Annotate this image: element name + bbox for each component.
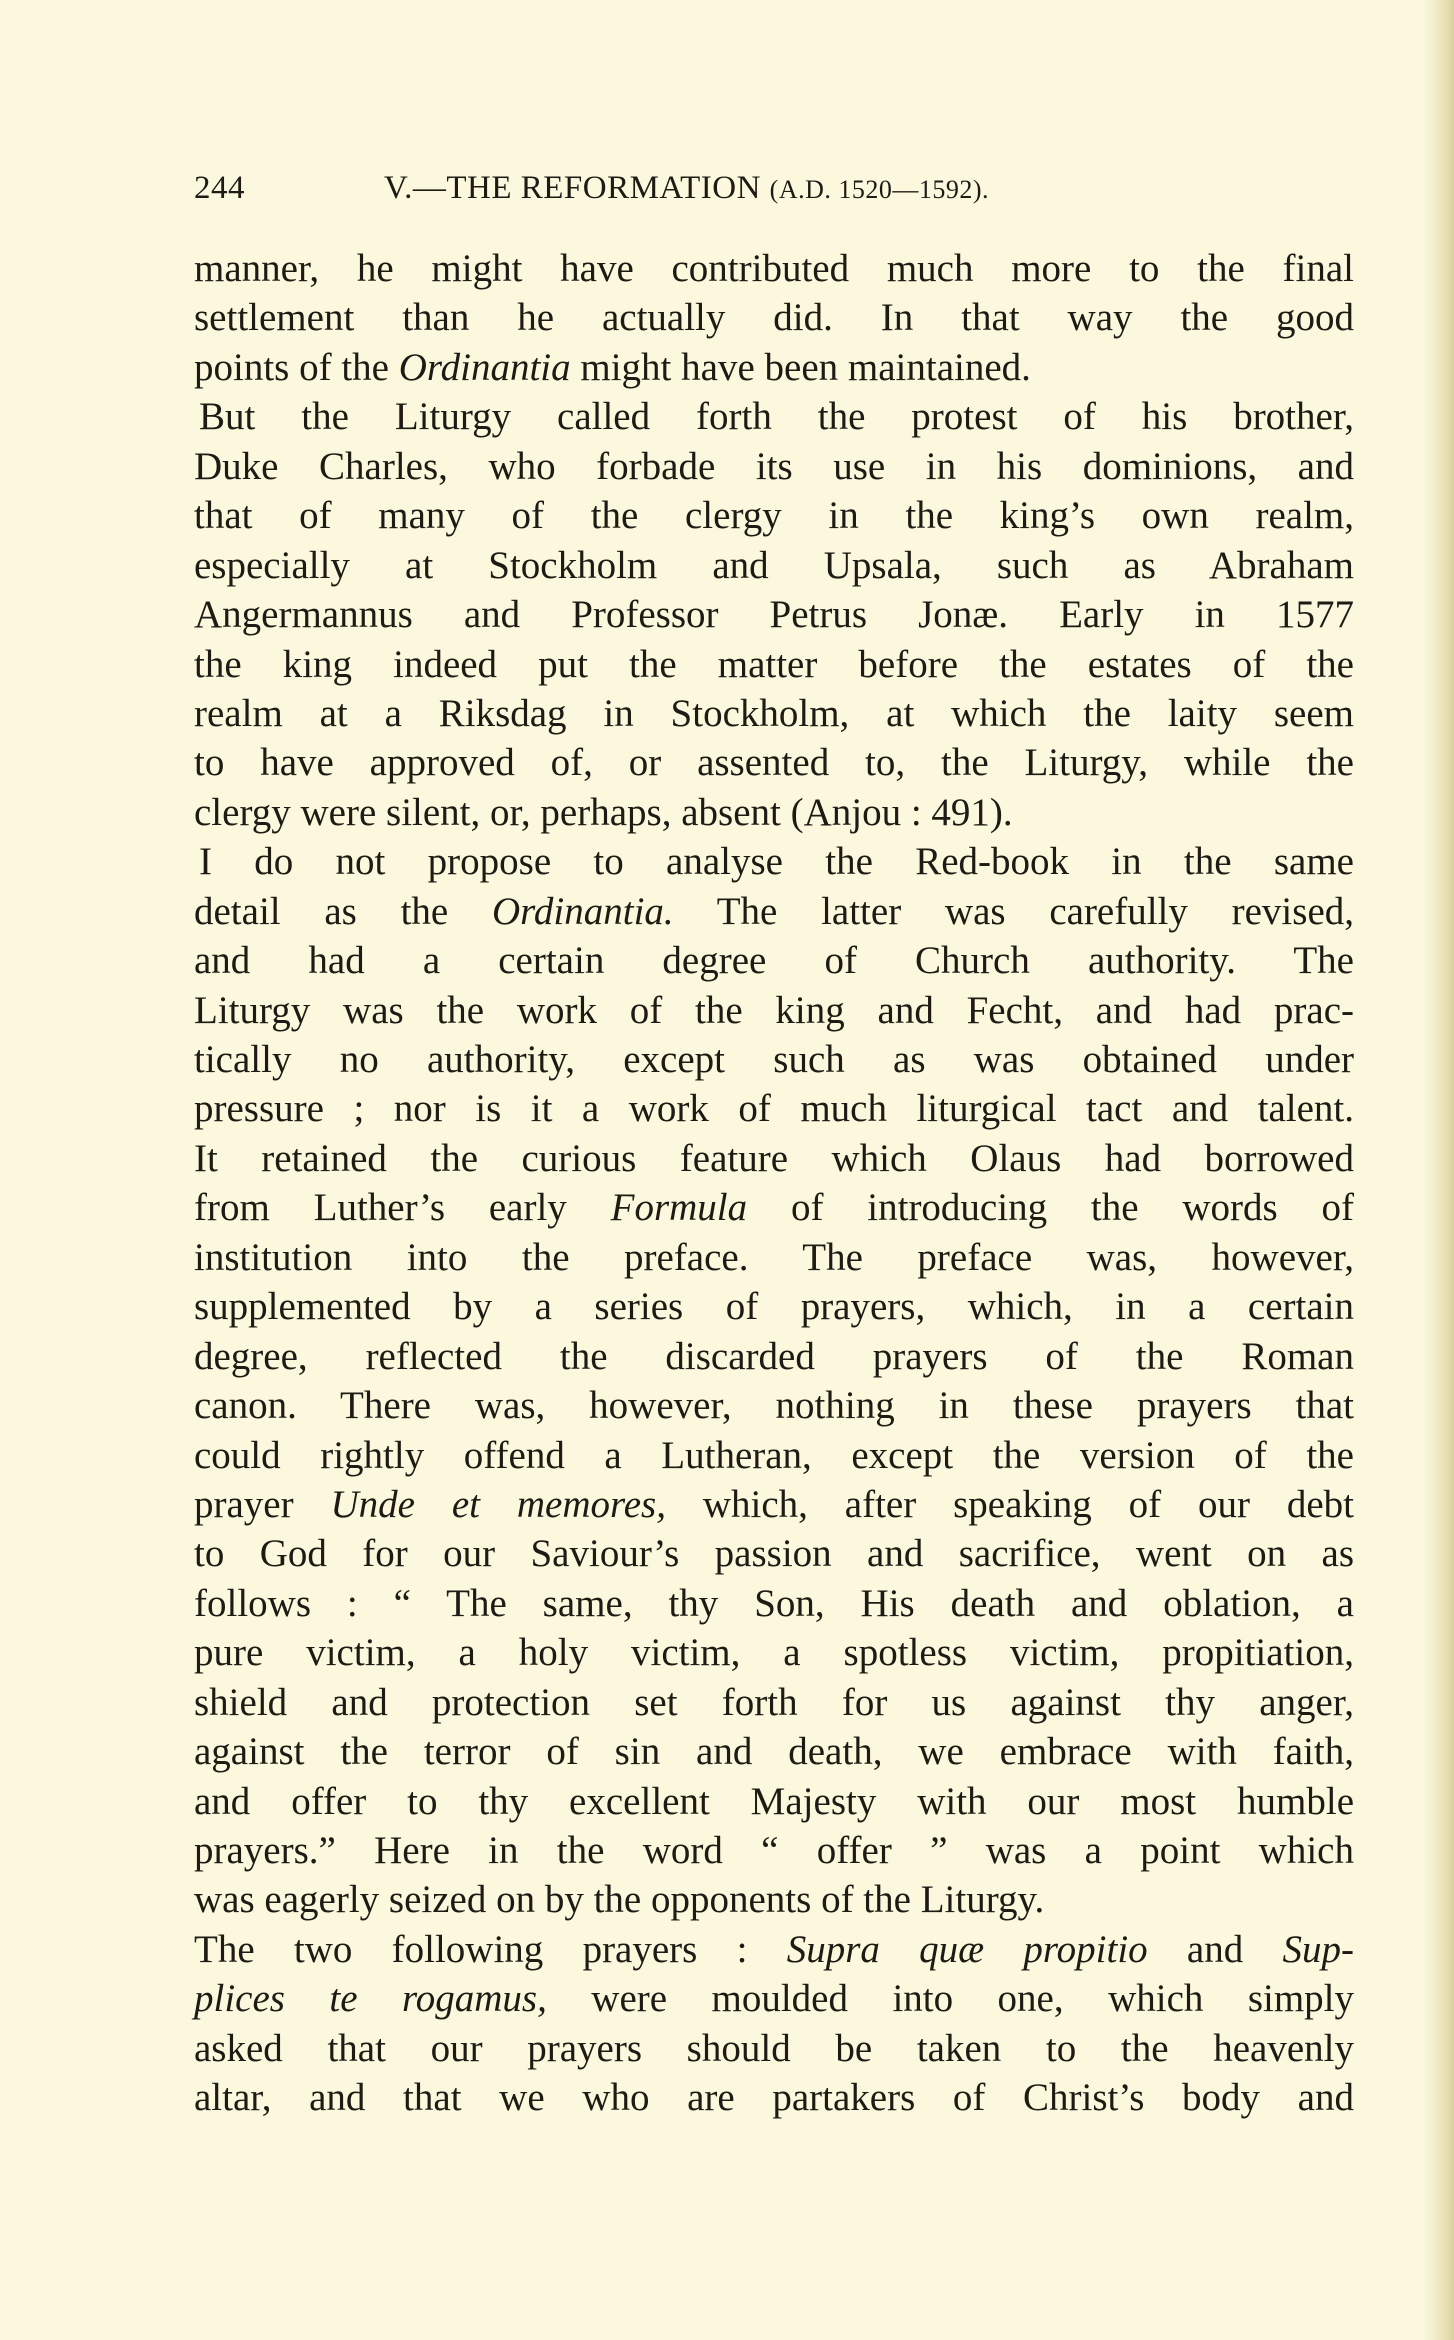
text-line [194, 1628, 1354, 1677]
text-line [194, 640, 1354, 689]
italic-text: Formula [610, 1186, 748, 1230]
page-edge-shadow [1424, 0, 1454, 2340]
text-segment: supplemented by a series of prayers, which, in a certain [194, 1285, 1354, 1329]
italic-text: Sup- [1282, 1927, 1354, 1971]
text-line [194, 590, 1354, 639]
text-line [194, 392, 1354, 441]
text-segment: Duke Charles, who forbade its use in his dominions, and [194, 444, 1354, 488]
text-line [194, 1678, 1354, 1727]
text-segment: and offer to thy excellent Majesty with our most humble [194, 1779, 1354, 1823]
text-line [194, 788, 1354, 837]
text-segment: detail as the [194, 889, 492, 933]
italic-text: Unde et memores, [330, 1482, 666, 1526]
text-segment: and [1147, 1927, 1283, 1971]
text-segment: pressure ; nor is it a work of much liturgical tact and talent. [194, 1087, 1354, 1131]
text-segment: The latter was carefully revised, [673, 889, 1355, 933]
text-segment: to have approved of, or assented to, the Liturgy, while the [194, 741, 1354, 785]
running-header [194, 170, 1354, 220]
text-line [194, 1579, 1354, 1628]
text-segment: was eagerly seized on by the opponents of the Liturgy. [194, 1878, 1045, 1922]
text-line [194, 1974, 1354, 2023]
chapter-dates: (A.D. 1520—1592). [769, 175, 990, 204]
text-segment: But the Liturgy called forth the protest of his brother, [199, 395, 1354, 439]
text-line [194, 887, 1354, 936]
text-segment: points of the [194, 345, 399, 389]
text-segment: which, after speaking of our debt [665, 1482, 1354, 1526]
text-line [194, 244, 1354, 293]
text-segment: to God for our Saviour’s passion and sacrifice, went on as [194, 1532, 1354, 1576]
text-segment: canon. There was, however, nothing in these prayers that [194, 1384, 1354, 1428]
text-segment: the king indeed put the matter before the estates of the [194, 642, 1354, 686]
text-segment: of introducing the words of [747, 1186, 1354, 1230]
text-line [194, 1084, 1354, 1133]
text-segment: clergy were silent, or, perhaps, absent (Anjou : 491). [194, 790, 1013, 834]
text-line [194, 1480, 1354, 1529]
text-segment: might have been maintained. [570, 345, 1031, 389]
text-line [194, 986, 1354, 1035]
text-segment: especially at Stockholm and Upsala, such as Abraham [194, 543, 1354, 587]
text-segment: The two following prayers : [194, 1927, 787, 1971]
text-line [194, 1826, 1354, 1875]
text-line [194, 1381, 1354, 1430]
italic-text: Ordinantia. [492, 889, 674, 933]
text-line [194, 1727, 1354, 1776]
text-segment: prayer [194, 1482, 331, 1526]
page-number: 244 [194, 170, 245, 206]
text-segment: tically no authority, except such as was obtained under [194, 1038, 1354, 1081]
text-line [194, 442, 1354, 491]
text-segment: shield and protection set forth for us against thy anger, [194, 1680, 1354, 1724]
text-segment: I do not propose to analyse the Red-book in the same [199, 840, 1354, 884]
text-segment: pure victim, a holy victim, a spotless victim, propitiation, [194, 1631, 1354, 1675]
text-line [194, 343, 1354, 392]
text-line [194, 491, 1354, 540]
text-line [194, 1233, 1354, 1282]
text-segment: asked that our prayers should be taken to the heavenly [194, 2026, 1354, 2070]
text-segment: Angermannus and Professor Petrus Jonæ. Early in 1577 [194, 593, 1354, 637]
italic-text: plices te rogamus, [194, 1977, 547, 2021]
text-line [194, 1134, 1354, 1183]
text-segment: that of many of the clergy in the king’s own realm, [194, 494, 1354, 538]
text-line [194, 1875, 1354, 1924]
text-line [194, 837, 1354, 886]
text-line [194, 1925, 1354, 1974]
text-segment: degree, reflected the discarded prayers of the Roman [194, 1334, 1354, 1378]
text-segment: It retained the curious feature which Olaus had borrowed [194, 1136, 1354, 1180]
running-title [384, 170, 989, 207]
text-line [194, 293, 1354, 342]
text-line [194, 738, 1354, 787]
body-text [194, 244, 1354, 2123]
text-line [194, 1035, 1354, 1084]
text-segment: from Luther’s early [194, 1186, 611, 1230]
text-line [194, 1777, 1354, 1826]
text-line [194, 1282, 1354, 1331]
text-segment: were moulded into one, which simply [546, 1977, 1355, 2021]
text-segment: Liturgy was the work of the king and Fecht, and had prac- [194, 988, 1354, 1032]
italic-text: Supra quæ propitio [786, 1927, 1148, 1971]
text-line [194, 541, 1354, 590]
text-segment: prayers.” Here in the word “ offer ” was a point which [194, 1829, 1354, 1872]
text-segment: against the terror of sin and death, we embrace with faith, [194, 1730, 1354, 1774]
text-segment: and had a certain degree of Church authority. The [194, 939, 1354, 983]
text-line [194, 936, 1354, 985]
text-segment: institution into the preface. The preface was, however, [194, 1235, 1354, 1279]
text-line [194, 1332, 1354, 1381]
text-line [194, 1529, 1354, 1578]
text-segment: realm at a Riksdag in Stockholm, at which the laity seem [194, 691, 1354, 735]
text-segment: settlement than he actually did. In that way the good [194, 296, 1354, 340]
text-segment: altar, and that we who are partakers of Christ’s body and [194, 2076, 1354, 2120]
italic-text: Ordinantia [398, 345, 571, 389]
text-line [194, 2073, 1354, 2122]
text-segment: could rightly offend a Lutheran, except the version of the [194, 1433, 1354, 1477]
text-segment: follows : “ The same, thy Son, His death and oblation, a [194, 1581, 1354, 1625]
text-segment: manner, he might have contributed much more to the final [194, 247, 1354, 290]
text-line [194, 689, 1354, 738]
text-line [194, 2024, 1354, 2073]
text-line [194, 1431, 1354, 1480]
chapter-title: V.—THE REFORMATION [384, 170, 761, 206]
text-line [194, 1183, 1354, 1232]
